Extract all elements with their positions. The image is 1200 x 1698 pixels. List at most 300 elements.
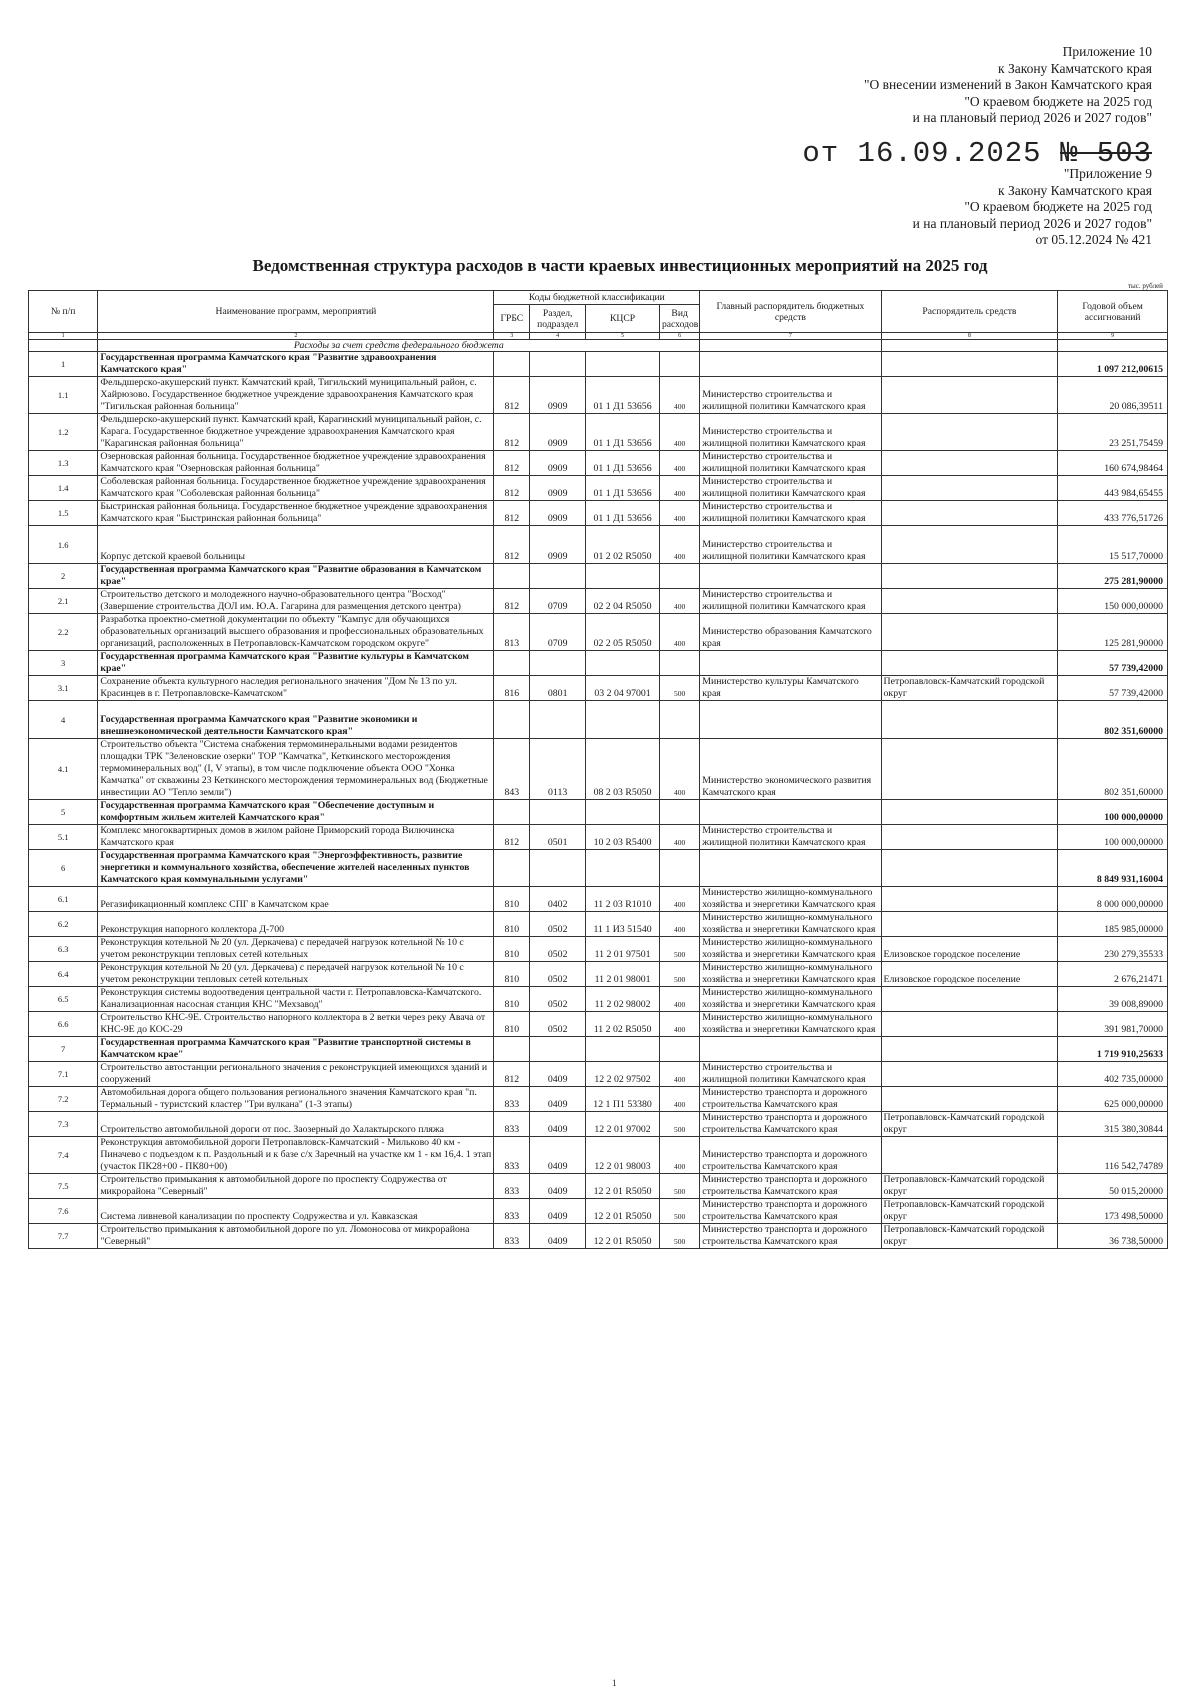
row-grbs <box>494 701 530 739</box>
row-razdel <box>530 651 586 676</box>
column-number: 7 <box>700 333 881 340</box>
col-sum-header: Годовой объем ассигнований <box>1058 291 1168 333</box>
row-kcsr: 01 1 Д1 53656 <box>586 451 660 476</box>
row-glav: Министерство строительства и жилищной политики Камчатского края <box>700 1062 881 1087</box>
row-rasp: Петропавловск-Камчатский городской округ <box>881 676 1058 701</box>
row-glav: Министерство жилищно-коммунального хозяйства и энергетики Камчатского края <box>700 987 881 1012</box>
row-glav: Министерство транспорта и дорожного строительства Камчатского края <box>700 1137 881 1174</box>
row-sum: 100 000,00000 <box>1058 800 1168 825</box>
row-razdel: 0909 <box>530 377 586 414</box>
row-razdel: 0909 <box>530 414 586 451</box>
row-kcsr: 11 2 03 R1010 <box>586 887 660 912</box>
row-kcsr <box>586 850 660 887</box>
row-vid: 500 <box>659 962 699 987</box>
row-sum: 391 981,70000 <box>1058 1012 1168 1037</box>
section-label: Расходы за счет средств федерального бюджета <box>98 340 700 352</box>
row-name: Строительство примыкания к автомобильной дороге по ул. Ломоносова от микрорайона "Северный" <box>98 1224 494 1249</box>
row-grbs: 816 <box>494 676 530 701</box>
row-name: Строительство детского и молодежного научно-образовательного центра "Восход" (Завершение строительства ДОЛ им. Ю.А. Гагарина для размещения детского центра) <box>98 589 494 614</box>
row-name: Разработка проектно-сметной документации по объекту "Кампус для обучающихся образовательных организаций высшего образования и профессиональных образовательных организаций, расположенных в Петропавловск-Камчатском городском округе" <box>98 614 494 651</box>
row-sum: 275 281,90000 <box>1058 564 1168 589</box>
row-kcsr: 12 2 01 R5050 <box>586 1199 660 1224</box>
row-razdel: 0502 <box>530 962 586 987</box>
program-row <box>29 564 1168 589</box>
row-name: Фельдшерско-акушерский пункт. Камчатский край, Тигильский муниципальный район, с. Хайрюзово. Государственное бюджетное учреждение здравоохранения Камчатского края "Тигильская районная больница" <box>98 377 494 414</box>
row-grbs <box>494 651 530 676</box>
row-grbs <box>494 850 530 887</box>
program-row <box>29 701 1168 739</box>
program-row <box>29 800 1168 825</box>
row-rasp <box>881 614 1058 651</box>
row-grbs: 813 <box>494 614 530 651</box>
table-row <box>29 451 1168 476</box>
program-row <box>29 651 1168 676</box>
row-glav <box>700 850 881 887</box>
row-sum: 185 985,00000 <box>1058 912 1168 937</box>
row-number: 3.1 <box>29 676 98 701</box>
row-vid <box>659 651 699 676</box>
row-grbs: 833 <box>494 1112 530 1137</box>
row-glav <box>700 800 881 825</box>
row-rasp: Петропавловск-Камчатский городской округ <box>881 1174 1058 1199</box>
row-kcsr: 03 2 04 97001 <box>586 676 660 701</box>
row-sum: 802 351,60000 <box>1058 701 1168 739</box>
col-glav-header: Главный распорядитель бюджетных средств <box>700 291 881 333</box>
row-sum: 2 676,21471 <box>1058 962 1168 987</box>
row-rasp <box>881 377 1058 414</box>
row-grbs: 833 <box>494 1174 530 1199</box>
col-rasp-header: Распорядитель средств <box>881 291 1058 333</box>
row-rasp <box>881 651 1058 676</box>
row-kcsr: 02 2 04 R5050 <box>586 589 660 614</box>
row-grbs: 812 <box>494 589 530 614</box>
row-vid: 400 <box>659 377 699 414</box>
row-sum: 36 738,50000 <box>1058 1224 1168 1249</box>
row-sum: 8 000 000,00000 <box>1058 887 1168 912</box>
row-vid: 400 <box>659 414 699 451</box>
row-razdel: 0709 <box>530 589 586 614</box>
column-number: 1 <box>29 333 98 340</box>
row-grbs <box>494 564 530 589</box>
row-number: 6 <box>29 850 98 887</box>
row-name: Корпус детской краевой больницы <box>98 526 494 564</box>
row-sum: 20 086,39511 <box>1058 377 1168 414</box>
row-sum: 160 674,98464 <box>1058 451 1168 476</box>
row-number: 1.5 <box>29 501 98 526</box>
row-sum: 125 281,90000 <box>1058 614 1168 651</box>
row-kcsr: 01 1 Д1 53656 <box>586 501 660 526</box>
row-grbs: 810 <box>494 912 530 937</box>
row-sum: 57 739,42000 <box>1058 651 1168 676</box>
row-number: 6.6 <box>29 1012 98 1037</box>
row-sum: 1 097 212,00615 <box>1058 352 1168 377</box>
row-sum: 8 849 931,16004 <box>1058 850 1168 887</box>
row-vid: 400 <box>659 912 699 937</box>
col-vid-header: Вид расходов <box>659 305 699 333</box>
row-razdel: 0909 <box>530 526 586 564</box>
row-glav: Министерство строительства и жилищной политики Камчатского края <box>700 589 881 614</box>
row-razdel: 0502 <box>530 937 586 962</box>
col-name-header: Наименование программ, мероприятий <box>98 291 494 333</box>
row-glav: Министерство строительства и жилищной политики Камчатского края <box>700 377 881 414</box>
table-row <box>29 377 1168 414</box>
row-grbs: 843 <box>494 739 530 800</box>
row-kcsr: 11 2 02 R5050 <box>586 1012 660 1037</box>
row-razdel: 0502 <box>530 1012 586 1037</box>
program-row <box>29 1037 1168 1062</box>
row-razdel <box>530 701 586 739</box>
column-numbers-row <box>29 333 1168 340</box>
row-number: 7.1 <box>29 1062 98 1087</box>
row-kcsr: 12 2 01 97002 <box>586 1112 660 1137</box>
row-name: Государственная программа Камчатского края "Развитие культуры в Камчатском крае" <box>98 651 494 676</box>
row-vid <box>659 564 699 589</box>
row-glav: Министерство транспорта и дорожного строительства Камчатского края <box>700 1174 881 1199</box>
row-name: Сохранение объекта культурного наследия регионального значения "Дом № 13 по ул. Красинцев в г. Петропавловске-Камчатском" <box>98 676 494 701</box>
table-row <box>29 1199 1168 1224</box>
row-sum: 39 008,89000 <box>1058 987 1168 1012</box>
row-rasp <box>881 987 1058 1012</box>
row-name: Фельдшерско-акушерский пункт. Камчатский край, Карагинский муниципальный район, с. Карага. Государственное бюджетное учреждение здравоохранения Камчатского края "Карагинская районная больница" <box>98 414 494 451</box>
table-row <box>29 962 1168 987</box>
row-razdel: 0113 <box>530 739 586 800</box>
row-number: 1.3 <box>29 451 98 476</box>
row-name: Автомобильная дорога общего пользования регионального значения Камчатского края "п. Термальный - туристский кластер "Три вулкана" (1-3 этапы) <box>98 1087 494 1112</box>
row-number: 6.5 <box>29 987 98 1012</box>
row-kcsr: 01 2 02 R5050 <box>586 526 660 564</box>
header2-line: к Закону Камчатского края <box>998 182 1152 198</box>
row-kcsr: 12 2 02 97502 <box>586 1062 660 1087</box>
row-rasp <box>881 701 1058 739</box>
row-kcsr <box>586 701 660 739</box>
row-kcsr: 02 2 05 R5050 <box>586 614 660 651</box>
row-glav <box>700 651 881 676</box>
row-number: 6.2 <box>29 912 98 937</box>
table-row <box>29 825 1168 850</box>
table-row <box>29 739 1168 800</box>
row-grbs <box>494 352 530 377</box>
row-glav: Министерство строительства и жилищной политики Камчатского края <box>700 501 881 526</box>
row-vid: 500 <box>659 937 699 962</box>
row-rasp <box>881 476 1058 501</box>
row-kcsr <box>586 1037 660 1062</box>
row-vid: 400 <box>659 739 699 800</box>
row-kcsr: 11 2 02 98002 <box>586 987 660 1012</box>
row-number: 1 <box>29 352 98 377</box>
row-rasp <box>881 850 1058 887</box>
row-name: Регазификационный комплекс СПГ в Камчатском крае <box>98 887 494 912</box>
row-name: Государственная программа Камчатского края "Энергоэффективность, развитие энергетики и коммунального хозяйства, обеспечение жителей населенных пунктов Камчатского края коммунальными услугами" <box>98 850 494 887</box>
appendix-header-previous <box>552 166 1152 249</box>
row-grbs <box>494 1037 530 1062</box>
budget-table <box>28 290 1168 1249</box>
header-line: "О краевом бюджете на 2025 год <box>964 93 1152 109</box>
header2-line: "О краевом бюджете на 2025 год <box>964 199 1152 214</box>
column-number: 6 <box>659 333 699 340</box>
row-name: Строительство примыкания к автомобильной дороге по проспекту Содружества от микрорайона "Северный" <box>98 1174 494 1199</box>
row-glav: Министерство транспорта и дорожного строительства Камчатского края <box>700 1224 881 1249</box>
row-glav <box>700 352 881 377</box>
row-vid: 400 <box>659 825 699 850</box>
row-vid: 400 <box>659 589 699 614</box>
row-grbs: 810 <box>494 937 530 962</box>
row-glav: Министерство строительства и жилищной политики Камчатского края <box>700 414 881 451</box>
row-razdel: 0409 <box>530 1087 586 1112</box>
row-number: 3 <box>29 651 98 676</box>
column-number: 9 <box>1058 333 1168 340</box>
row-kcsr: 12 2 01 R5050 <box>586 1174 660 1199</box>
column-number: 8 <box>881 333 1058 340</box>
row-glav: Министерство жилищно-коммунального хозяйства и энергетики Камчатского края <box>700 887 881 912</box>
row-rasp <box>881 1062 1058 1087</box>
header-line: Приложение 10 <box>1062 44 1152 59</box>
row-glav: Министерство жилищно-коммунального хозяйства и энергетики Камчатского края <box>700 912 881 937</box>
row-grbs: 812 <box>494 501 530 526</box>
row-glav: Министерство культуры Камчатского края <box>700 676 881 701</box>
row-glav: Министерство строительства и жилищной политики Камчатского края <box>700 476 881 501</box>
row-number: 2 <box>29 564 98 589</box>
row-kcsr: 11 1 И3 51540 <box>586 912 660 937</box>
row-sum: 315 380,30844 <box>1058 1112 1168 1137</box>
table-row <box>29 987 1168 1012</box>
row-vid: 500 <box>659 1112 699 1137</box>
row-rasp <box>881 526 1058 564</box>
col-kcsr-header: КЦСР <box>586 305 660 333</box>
row-razdel: 0909 <box>530 501 586 526</box>
row-name: Комплекс многоквартирных домов в жилом районе Приморский города Вилючинска Камчатского края <box>98 825 494 850</box>
row-name: Строительство автостанции регионального значения с реконструкцией имеющихся зданий и сооружений <box>98 1062 494 1087</box>
row-vid: 500 <box>659 1199 699 1224</box>
row-vid: 400 <box>659 987 699 1012</box>
row-glav <box>700 701 881 739</box>
row-vid: 400 <box>659 614 699 651</box>
row-rasp <box>881 1087 1058 1112</box>
column-number: 3 <box>494 333 530 340</box>
row-vid <box>659 1037 699 1062</box>
row-number: 1.4 <box>29 476 98 501</box>
stamp-number: № 503 <box>1059 137 1152 170</box>
row-glav: Министерство строительства и жилищной политики Камчатского края <box>700 825 881 850</box>
row-glav <box>700 564 881 589</box>
program-row <box>29 352 1168 377</box>
row-vid: 400 <box>659 1062 699 1087</box>
table-row <box>29 1137 1168 1174</box>
header-line: "О внесении изменений в Закон Камчатского края <box>864 77 1152 92</box>
table-row <box>29 937 1168 962</box>
row-number: 7.5 <box>29 1174 98 1199</box>
row-grbs: 833 <box>494 1137 530 1174</box>
row-razdel: 0709 <box>530 614 586 651</box>
table-row <box>29 676 1168 701</box>
row-kcsr: 01 1 Д1 53656 <box>586 414 660 451</box>
table-row <box>29 476 1168 501</box>
row-rasp: Елизовское городское поселение <box>881 962 1058 987</box>
row-vid: 500 <box>659 1174 699 1199</box>
row-sum: 50 015,20000 <box>1058 1174 1168 1199</box>
row-kcsr: 01 1 Д1 53656 <box>586 476 660 501</box>
row-kcsr: 12 2 01 98003 <box>586 1137 660 1174</box>
row-grbs <box>494 800 530 825</box>
row-name: Быстринская районная больница. Государственное бюджетное учреждение здравоохранения Камчатского края "Быстринская районная больница" <box>98 501 494 526</box>
row-glav: Министерство образования Камчатского края <box>700 614 881 651</box>
row-rasp <box>881 451 1058 476</box>
row-vid: 500 <box>659 1224 699 1249</box>
table-row <box>29 1174 1168 1199</box>
row-rasp <box>881 825 1058 850</box>
header2-line: "Приложение 9 <box>1063 166 1152 181</box>
row-razdel: 0409 <box>530 1137 586 1174</box>
row-number: 1.2 <box>29 414 98 451</box>
row-kcsr <box>586 800 660 825</box>
row-grbs: 812 <box>494 825 530 850</box>
program-row <box>29 850 1168 887</box>
row-grbs: 833 <box>494 1087 530 1112</box>
row-rasp <box>881 501 1058 526</box>
row-razdel: 0501 <box>530 825 586 850</box>
row-razdel: 0409 <box>530 1199 586 1224</box>
row-number: 1.1 <box>29 377 98 414</box>
row-number: 5.1 <box>29 825 98 850</box>
column-number: 2 <box>98 333 494 340</box>
row-name: Озерновская районная больница. Государственное бюджетное учреждение здравоохранения Камчатского края "Озерновская районная больница" <box>98 451 494 476</box>
row-sum: 173 498,50000 <box>1058 1199 1168 1224</box>
table-row <box>29 614 1168 651</box>
row-sum: 402 735,00000 <box>1058 1062 1168 1087</box>
row-vid: 500 <box>659 676 699 701</box>
table-row <box>29 526 1168 564</box>
row-rasp <box>881 414 1058 451</box>
table-row <box>29 501 1168 526</box>
row-name: Реконструкция системы водоотведения центральной части г. Петропавловска-Камчатского. Канализационная насосная станция КНС "Мехзавод" <box>98 987 494 1012</box>
row-rasp <box>881 887 1058 912</box>
row-razdel <box>530 352 586 377</box>
row-number: 4 <box>29 701 98 739</box>
units-label: тыс. рублей <box>1128 282 1163 290</box>
row-number: 2.2 <box>29 614 98 651</box>
row-razdel: 0502 <box>530 987 586 1012</box>
row-glav: Министерство жилищно-коммунального хозяйства и энергетики Камчатского края <box>700 1012 881 1037</box>
row-vid <box>659 850 699 887</box>
row-name: Государственная программа Камчатского края "Развитие образования в Камчатском крае" <box>98 564 494 589</box>
row-kcsr: 11 2 01 97501 <box>586 937 660 962</box>
row-rasp <box>881 352 1058 377</box>
row-razdel: 0409 <box>530 1112 586 1137</box>
row-vid <box>659 352 699 377</box>
row-razdel: 0409 <box>530 1062 586 1087</box>
row-name: Государственная программа Камчатского края "Развитие здравоохранения Камчатского края" <box>98 352 494 377</box>
row-number: 1.6 <box>29 526 98 564</box>
document-title: Ведомственная структура расходов в части краевых инвестиционных мероприятий на 2025 год <box>252 256 988 275</box>
row-name: Строительство КНС-9Е. Строительство напорного коллектора в 2 ветки через реку Авача от КНС-9Е до КОС-29 <box>98 1012 494 1037</box>
row-grbs: 810 <box>494 987 530 1012</box>
row-rasp: Елизовское городское поселение <box>881 937 1058 962</box>
row-vid: 400 <box>659 887 699 912</box>
row-vid: 400 <box>659 1087 699 1112</box>
row-number: 7.2 <box>29 1087 98 1112</box>
row-razdel <box>530 1037 586 1062</box>
row-rasp: Петропавловск-Камчатский городской округ <box>881 1112 1058 1137</box>
row-rasp <box>881 739 1058 800</box>
row-kcsr <box>586 651 660 676</box>
table-row <box>29 1224 1168 1249</box>
row-grbs: 812 <box>494 414 530 451</box>
row-sum: 23 251,75459 <box>1058 414 1168 451</box>
row-glav: Министерство жилищно-коммунального хозяйства и энергетики Камчатского края <box>700 962 881 987</box>
row-kcsr: 12 2 01 R5050 <box>586 1224 660 1249</box>
table-row <box>29 1012 1168 1037</box>
row-glav: Министерство строительства и жилищной политики Камчатского края <box>700 526 881 564</box>
row-rasp <box>881 1012 1058 1037</box>
row-rasp: Петропавловск-Камчатский городской округ <box>881 1199 1058 1224</box>
row-number: 7 <box>29 1037 98 1062</box>
column-number: 5 <box>586 333 660 340</box>
table-row <box>29 1062 1168 1087</box>
row-name: Реконструкция напорного коллектора Д-700 <box>98 912 494 937</box>
row-vid: 400 <box>659 501 699 526</box>
row-sum: 150 000,00000 <box>1058 589 1168 614</box>
row-glav: Министерство транспорта и дорожного строительства Камчатского края <box>700 1112 881 1137</box>
row-grbs: 812 <box>494 451 530 476</box>
row-vid <box>659 800 699 825</box>
row-number: 5 <box>29 800 98 825</box>
row-name: Строительство объекта "Система снабжения термоминеральными водами резидентов площадки ТРК "Зеленовские озерки" ТОР "Камчатка", Кеткинского месторождения термоминеральных вод" (I, V этапы), в том числе подключение объекта ООО "Хонка Камчатка" от скважины 23 Кеткинского месторождения термоминеральных вод (Бюджетные инвестиции АО "Тепло земли") <box>98 739 494 800</box>
row-sum: 15 517,70000 <box>1058 526 1168 564</box>
row-razdel: 0909 <box>530 451 586 476</box>
row-sum: 1 719 910,25633 <box>1058 1037 1168 1062</box>
row-grbs: 812 <box>494 526 530 564</box>
row-rasp: Петропавловск-Камчатский городской округ <box>881 1224 1058 1249</box>
row-rasp <box>881 912 1058 937</box>
row-sum: 443 984,65455 <box>1058 476 1168 501</box>
row-kcsr: 08 2 03 R5050 <box>586 739 660 800</box>
header-line: к Закону Камчатского края <box>998 60 1152 76</box>
row-grbs: 810 <box>494 1012 530 1037</box>
row-rasp <box>881 564 1058 589</box>
row-name: Реконструкция автомобильной дороги Петропавловск-Камчатский - Мильково 40 км - Пиначево с подъездом к п. Раздольный и к базе с/х Заречный на участке км 1 - км 16,4. 1 этап (участок ПК28+00 - ПК80+00) <box>98 1137 494 1174</box>
row-grbs: 812 <box>494 377 530 414</box>
row-kcsr: 11 2 01 98001 <box>586 962 660 987</box>
row-glav: Министерство транспорта и дорожного строительства Камчатского края <box>700 1087 881 1112</box>
table-row <box>29 1087 1168 1112</box>
row-razdel: 0909 <box>530 476 586 501</box>
row-kcsr: 10 2 03 R5400 <box>586 825 660 850</box>
header2-line: и на плановый период 2026 и 2027 годов" <box>912 215 1152 231</box>
row-razdel: 0801 <box>530 676 586 701</box>
row-razdel <box>530 564 586 589</box>
row-glav <box>700 1037 881 1062</box>
table-row <box>29 589 1168 614</box>
row-vid: 400 <box>659 476 699 501</box>
row-sum: 116 542,74789 <box>1058 1137 1168 1174</box>
row-number: 7.4 <box>29 1137 98 1174</box>
row-name: Государственная программа Камчатского края "Развитие транспортной системы в Камчатском крае" <box>98 1037 494 1062</box>
row-kcsr: 12 1 П1 53380 <box>586 1087 660 1112</box>
header-line: и на плановый период 2026 и 2027 годов" <box>912 110 1152 125</box>
row-vid: 400 <box>659 451 699 476</box>
row-number: 2.1 <box>29 589 98 614</box>
row-sum: 433 776,51726 <box>1058 501 1168 526</box>
row-name: Система ливневой канализации по проспекту Содружества и ул. Кавказская <box>98 1199 494 1224</box>
row-number: 6.1 <box>29 887 98 912</box>
row-razdel <box>530 800 586 825</box>
row-sum: 802 351,60000 <box>1058 739 1168 800</box>
row-razdel: 0502 <box>530 912 586 937</box>
row-vid: 400 <box>659 1137 699 1174</box>
page-number: 1 <box>612 1678 617 1688</box>
row-rasp <box>881 589 1058 614</box>
row-grbs: 812 <box>494 1062 530 1087</box>
section-row <box>29 340 1168 352</box>
